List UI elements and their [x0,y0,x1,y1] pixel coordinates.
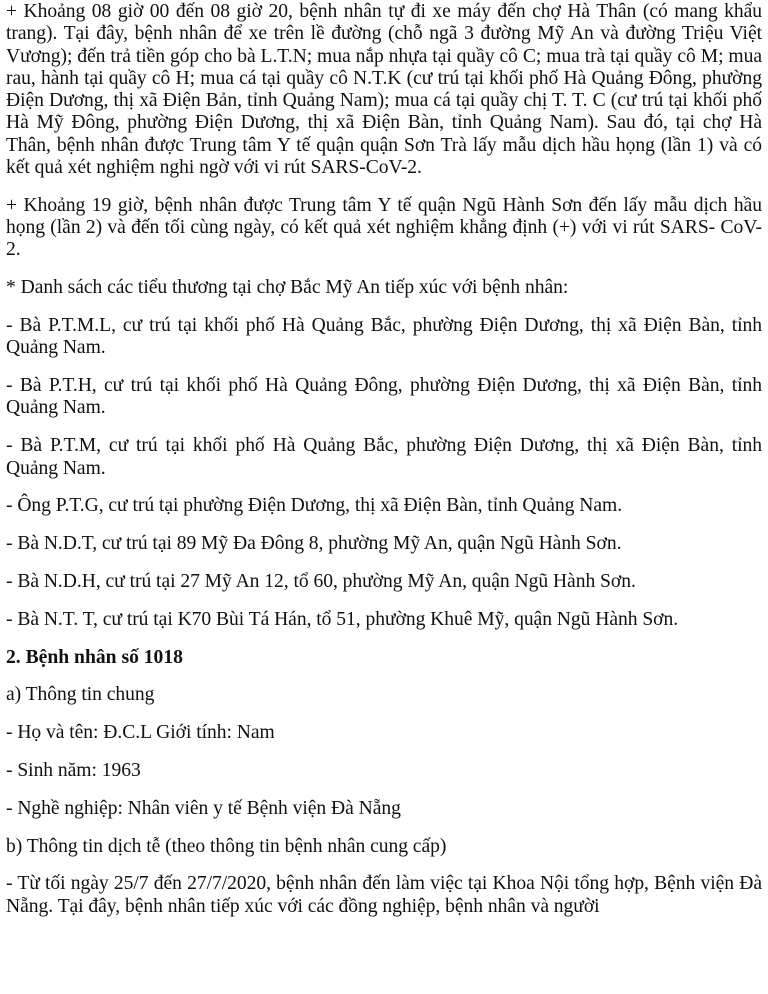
list-item: - Bà N.D.H, cư trú tại 27 Mỹ An 12, tổ 60, phường Mỹ An, quận Ngũ Hành Sơn. [6,570,636,592]
list-item: - Ông P.T.G, cư trú tại phường Điện Dương, thị xã Điện Bàn, tỉnh Quảng Nam. [6,495,623,517]
section-heading: 2. Bệnh nhân số 1018 [6,646,183,668]
list-item: - Bà N.T. T, cư trú tại K70 Bùi Tá Hán, tổ 51, phường Khuê Mỹ, quận Ngũ Hành Sơn. [6,608,679,630]
name-gender: - Họ và tên: Đ.C.L Giới tính: Nam [6,722,275,744]
contacts-list-intro: * Danh sách các tiểu thương tại chợ Bắc Mỹ An tiếp xúc với bệnh nhân: [6,277,569,299]
contacts-list [6,315,762,631]
general-info-label: a) Thông tin chung [6,684,155,706]
birth-year: - Sinh năm: 1963 [6,759,141,781]
list-item: - Bà N.D.T, cư trú tại 89 Mỹ Đa Đông 8, phường Mỹ An, quận Ngũ Hành Sơn. [6,533,622,555]
paragraph-market-visit: + Khoảng 08 giờ 00 đến 08 giờ 20, bệnh nhân tự đi xe máy đến chợ Hà Thân (có mang khẩu trang). Tại đây, bệnh nhân để xe trên lề đường (chỗ ngã 3 đường Mỹ An và đường Triệu Việt Vương); đến trả tiền góp cho bà L.T.N; mua nắp nhựa tại quầy cô C; mua trà tại quầy cô M; mua rau, hành tại quầy cô H; mua cá tại quầy cô N.T.K (cư trú tại khối phố Hà Quảng Đông, phường Điện Dương, thị xã Điện Bản, tỉnh Quảng Nam); mua cá tại quầy chị T. T. C (cư trú tại khối phố Hà Mỹ Đông, phường Điện Dương, thị xã Điện Bàn, tỉnh Quảng Nam). Sau đó, tại chợ Hà Thân, bệnh nhân được Trung tâm Y tế quận quận Sơn Trà lấy mẫu dịch hầu họng (lần 1) và có kết quả xét nghiệm nghi ngờ với vi rút SARS-CoV-2. [6,1,762,179]
list-item: - Bà P.T.M.L, cư trú tại khối phố Hà Quảng Bắc, phường Điện Dương, thị xã Điện Bàn, tỉnh Quảng Nam. [6,315,762,359]
epidemiology-text: - Từ tối ngày 25/7 đến 27/7/2020, bệnh nhân đến làm việc tại Khoa Nội tổng hợp, Bệnh viện Đà Nẵng. Tại đây, bệnh nhân tiếp xúc với các đồng nghiệp, bệnh nhân và người [6,873,762,917]
occupation: - Nghề nghiệp: Nhân viên y tế Bệnh viện Đà Nẵng [6,797,401,819]
paragraph-second-sample: + Khoảng 19 giờ, bệnh nhân được Trung tâm Y tế quận Ngũ Hành Sơn đến lấy mẫu dịch hầu họng (lần 2) và đến tối cùng ngày, có kết quả xét nghiệm khẳng định (+) với vi rút SARS- CoV-2. [6,194,762,261]
list-item: - Bà P.T.H, cư trú tại khối phố Hà Quảng Đông, phường Điện Dương, thị xã Điện Bàn, tỉnh Quảng Nam. [6,375,762,419]
epidemiology-label: b) Thông tin dịch tễ (theo thông tin bệnh nhân cung cấp) [6,835,447,857]
list-item: - Bà P.T.M, cư trú tại khối phố Hà Quảng Bắc, phường Điện Dương, thị xã Điện Bàn, tỉnh Quảng Nam. [6,435,762,479]
